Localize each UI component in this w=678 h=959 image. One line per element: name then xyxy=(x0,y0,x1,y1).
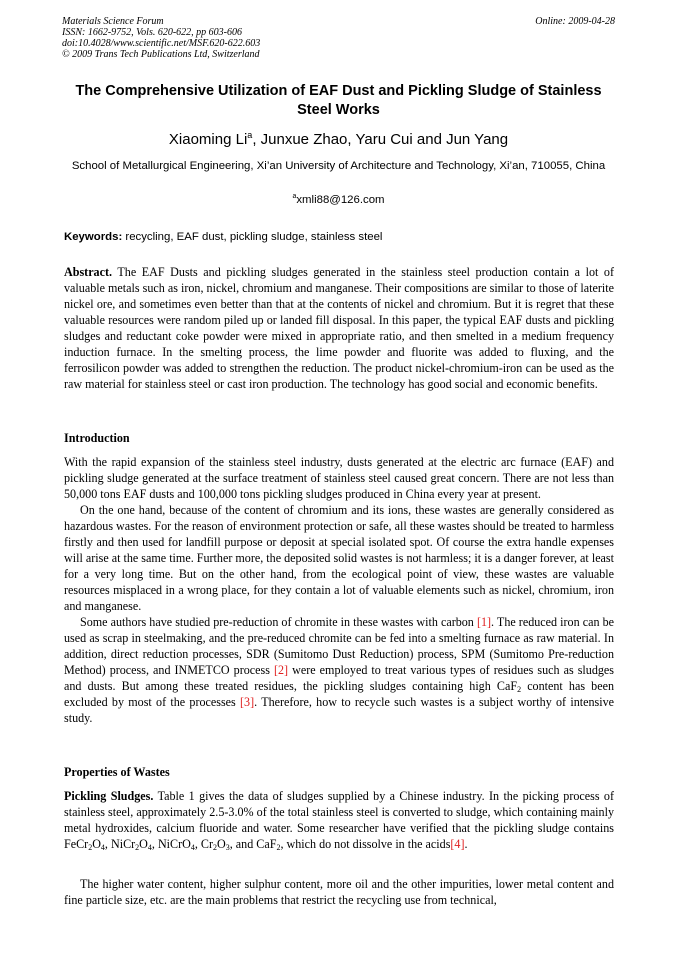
section-heading-properties: Properties of Wastes xyxy=(64,765,170,779)
citation-link-2[interactable]: [2] xyxy=(273,663,289,677)
formula-text: , NiCrO xyxy=(151,837,191,851)
properties-text: , which do not dissolve in the acids xyxy=(280,837,451,851)
introduction-body xyxy=(64,454,614,726)
formula-text: O xyxy=(217,837,226,851)
formula-text: O xyxy=(139,837,148,851)
author-2: Junxue Zhao xyxy=(260,131,348,148)
properties-body-continued xyxy=(64,876,614,908)
formula-text: , NiCr xyxy=(104,837,136,851)
subscript: 2 xyxy=(213,843,217,852)
online-date: Online: 2009-04-28 xyxy=(535,16,615,27)
section-heading-introduction: Introduction xyxy=(64,431,130,445)
author-email xyxy=(62,193,615,207)
author-list xyxy=(62,131,615,149)
affiliation: School of Metallurgical Engineering, Xi’an University of Architecture and Technology, Xi’an, 710055, China xyxy=(71,160,606,172)
subscript: 2 xyxy=(517,685,522,694)
abstract-paragraph xyxy=(64,264,614,392)
citation-link-3[interactable]: [3] xyxy=(240,695,255,709)
properties-paragraph-2: The higher water content, higher sulphur content, more oil and the other impurities, lower metal content and fine particle size, etc. are the main problems that restrict the recycling use from technical, xyxy=(64,877,614,907)
issn-line: ISSN: 1662-9752, Vols. 620-622, pp 603-606 xyxy=(62,27,242,38)
keywords-label: Keywords: xyxy=(64,231,123,243)
abstract-text: The EAF Dusts and pickling sludges generated in the stainless steel production contain a lot of valuable metals such as iron, nickel, chromium and manganese. Their compositions are similar to those of laterite nickel ore, and sometimes even better than that at the contents of nickel and chromium. But it is regret that these valuable resources were random piled up or landed fill disposal. In this paper, the typical EAF dusts and pickling sludges and reductant coke powder were mixed in appropriate ratio, and then smelted in a medium frequency induction furnace. In the smelting process, the lime powder and fluorite was added to fluxing, and the ferrosilicon powder was added to strengthen the reduction. The product nickel-chromium-iron can be used as the raw material for stainless steel or cast iron production. The technology has good social and economic benefits. xyxy=(64,265,614,391)
properties-paragraph-1 xyxy=(64,788,614,852)
email-affil-mark: a xyxy=(292,193,297,200)
citation-link-1[interactable]: [1] xyxy=(476,615,492,629)
keywords xyxy=(64,230,615,244)
properties-text: Table 1 gives the data of sludges supplied by a Chinese industry. In the picking process of stainless steel, approximately 2.5-3.0% of the total stainless steel is converted to sludge, which containing mainly metal hydroxides, calcium fluoride and water. Some researcher have verified that the pickling sludge contains FeCr xyxy=(64,789,614,851)
subscript: 2 xyxy=(276,843,281,852)
author-separator: , xyxy=(252,131,261,148)
author-1: Xiaoming Li xyxy=(168,131,248,148)
copyright-line: © 2009 Trans Tech Publications Ltd, Switzerland xyxy=(62,49,260,60)
properties-text: . xyxy=(464,837,468,851)
author-1-affil-mark: a xyxy=(247,130,253,140)
keywords-text: recycling, EAF dust, pickling sludge, stainless steel xyxy=(122,231,383,243)
intro-text: content has been excluded by most of the processes xyxy=(64,679,614,709)
subscript: 4 xyxy=(147,843,152,852)
doi-line: doi:10.4028/www.scientific.net/MSF.620-622.603 xyxy=(62,38,261,49)
subsection-label: Pickling Sludges. xyxy=(64,789,154,803)
citation-link-4[interactable]: [4] xyxy=(450,837,465,851)
intro-text: were employed to treat various types of residues such as sludges and dusts. But among these treated residues, the pickling sludges containing high CaF xyxy=(64,663,614,693)
subscript: 4 xyxy=(100,843,105,852)
subscript: 4 xyxy=(190,843,195,852)
subscript: 2 xyxy=(135,843,140,852)
properties-body xyxy=(64,788,614,852)
intro-text: . Therefore, how to recycle such wastes is a subject worthy of intensive study. xyxy=(64,695,614,725)
author-separator: , xyxy=(347,131,356,148)
subscript: 2 xyxy=(88,843,93,852)
formula-text: , and CaF xyxy=(229,837,277,851)
paper-title: The Comprehensive Utilization of EAF Dust and Pickling Sludge of Stainless Steel Works xyxy=(75,83,602,118)
intro-text: Some authors have studied pre-reduction of chromite in these wastes with carbon xyxy=(80,615,477,629)
journal-name: Materials Science Forum xyxy=(62,16,164,27)
author-3: Yaru Cui xyxy=(355,131,413,148)
subscript: 3 xyxy=(225,843,230,852)
intro-text: . The reduced iron can be used as scrap in steelmaking, and the pre-reduced chromite can be fed into a smelting furnace as raw material. In addition, direct reduction processes, SDR (Sumitomo Dust Reduction) process, SPM (Sumitomo Pre-reduction Method) process, and INMETCO process xyxy=(64,615,614,677)
author-4: Jun Yang xyxy=(446,131,509,148)
intro-paragraph-1: With the rapid expansion of the stainless steel industry, dusts generated at the electric arc furnace (EAF) and pickling sludge generated at the surface treatment of stainless steel caused great concern. There are not less than 50,000 tons EAF dusts and 100,000 tons pickling sludges produced in China every year at present. xyxy=(64,455,614,501)
formula-text: , Cr xyxy=(194,837,213,851)
intro-paragraph-3 xyxy=(64,614,614,726)
journal-header xyxy=(62,16,392,60)
abstract-label: Abstract. xyxy=(64,265,113,279)
intro-paragraph-2: On the one hand, because of the content of chromium and its ions, these wastes are generally considered as hazardous wastes. For the reason of environment protection or safe, all these wastes should be treated to harmless firstly and then used for landfill purpose or deposit at special isolated spot. Of course the extra handle expenses will arise at the same time. Further more, the deposited solid wastes is not harmless; it is a danger forever, at least for a very long time. But on the other hand, from the ecological point of view, these wastes are valuable resources misplaced in a wrong place, for they contain a lot of valuable elements such as nickel, chromium, iron and manganese. xyxy=(64,503,614,613)
formula-text: O xyxy=(92,837,101,851)
abstract xyxy=(64,264,614,392)
author-separator: and xyxy=(412,131,447,148)
email-address: xmli88@126.com xyxy=(296,194,385,206)
